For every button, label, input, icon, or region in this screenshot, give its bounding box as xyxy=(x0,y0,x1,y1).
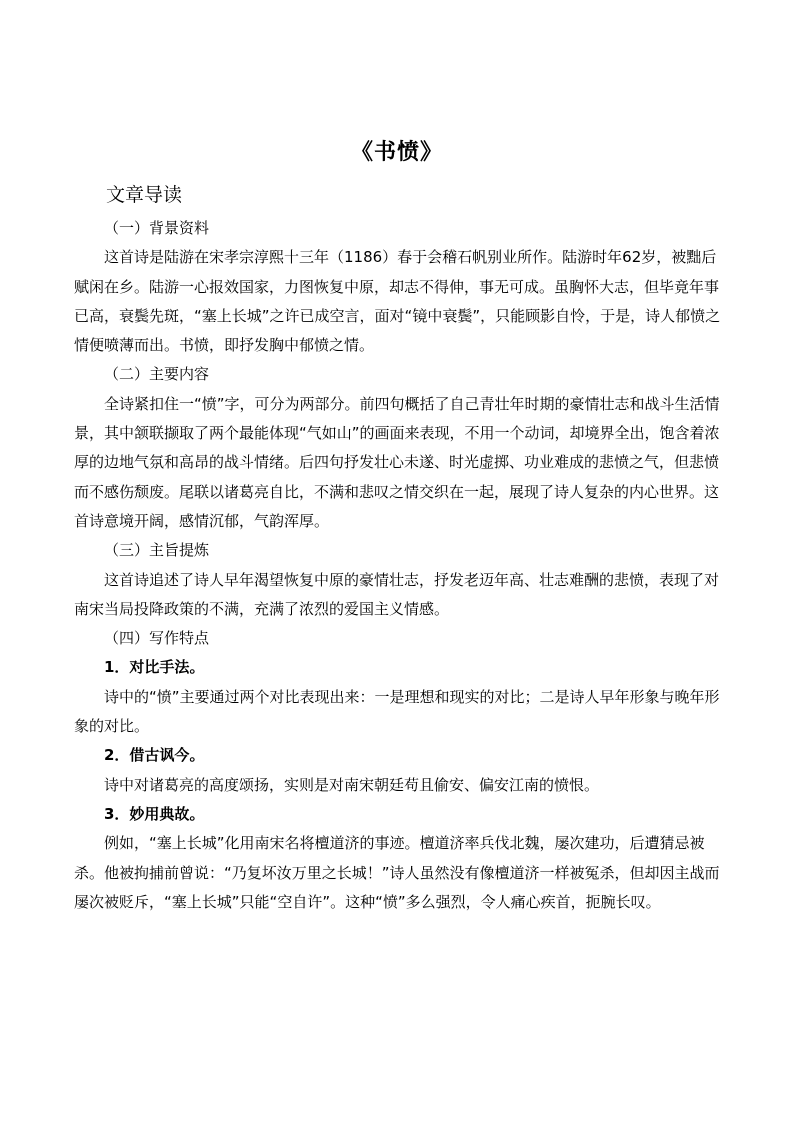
feature-3-text: 例如，“塞上长城”化用南宋名将檀道济的事迹。檀道济率兵伐北魏，屡次建功，后遭猜忌被杀。他被拘捕前曾说：“乃复坏汝万里之长城！”诗人虽然没有像檀道济一样被冤杀，但却因主战而屡次被贬斥，“塞上长城”只能“空自许”。这种“愤”多么强烈，令人痛心疾首，扼腕长叹。 xyxy=(74,834,720,911)
document-title: 《书愤》 xyxy=(350,140,443,165)
subheading-background: （一）背景资料 xyxy=(104,219,210,237)
paragraph-main-content: 全诗紧扣住一“愤”字，可分为两部分。前四句概括了自己青壮年时期的豪情壮志和战斗生活情景，其中颔联撷取了两个最能体现“气如山”的画面来表现，不用一个动词，却境界全出，饱含着浓厚的边地气氛和高昂的战斗情绪。后四句抒发壮心未遂、时光虚掷、功业难成的悲愤之气，但悲愤而不感伤颓废。尾联以诸葛亮自比，不满和悲叹之情交织在一起，展现了诗人复杂的内心世界。这首诗意境开阔，感情沉郁，气韵浑厚。 xyxy=(74,394,720,530)
subheading-theme: （三）主旨提炼 xyxy=(104,541,210,560)
subheading-writing-features: （四）写作特点 xyxy=(104,629,210,648)
paragraph-theme: 这首诗追述了诗人早年渴望恢复中原的豪情壮志，抒发老迈年高、壮志难酬的悲愤，表现了对南宋当局投降政策的不满，充满了浓烈的爱国主义情感。 xyxy=(74,570,720,618)
section-heading: 文章导读 xyxy=(106,184,183,206)
subheading-main-content: （二）主要内容 xyxy=(104,365,210,384)
feature-2-text: 诗中对诸葛亮的高度颂扬，实则是对南宋朝廷苟且偷安、偏安江南的愤恨。 xyxy=(104,775,600,794)
paragraph-background: 这首诗是陆游在宋孝宗淳熙十三年（1186）春于会稽石帆别业所作。陆游时年62岁，被黜后赋闲在乡。陆游一心报效国家，力图恢复中原，却志不得伸，事无可成。虽胸怀大志，但毕竟年事已高，衰鬓先斑，“塞上长城”之许已成空言，面对“镜中衰鬓”，只能顾影自怜，于是，诗人郁愤之情便喷薄而出。书愤，即抒发胸中郁愤之情。 xyxy=(74,248,721,355)
document-body xyxy=(74,214,724,917)
feature-1-text: 诗中的“愤”主要通过两个对比表现出来：一是理想和现实的对比；二是诗人早年形象与晚年形象的对比。 xyxy=(74,687,720,736)
feature-2-title: 2．借古讽今。 xyxy=(104,746,205,765)
feature-1-title: 1．对比手法。 xyxy=(104,658,205,677)
feature-3-title: 3．妙用典故。 xyxy=(104,804,205,823)
